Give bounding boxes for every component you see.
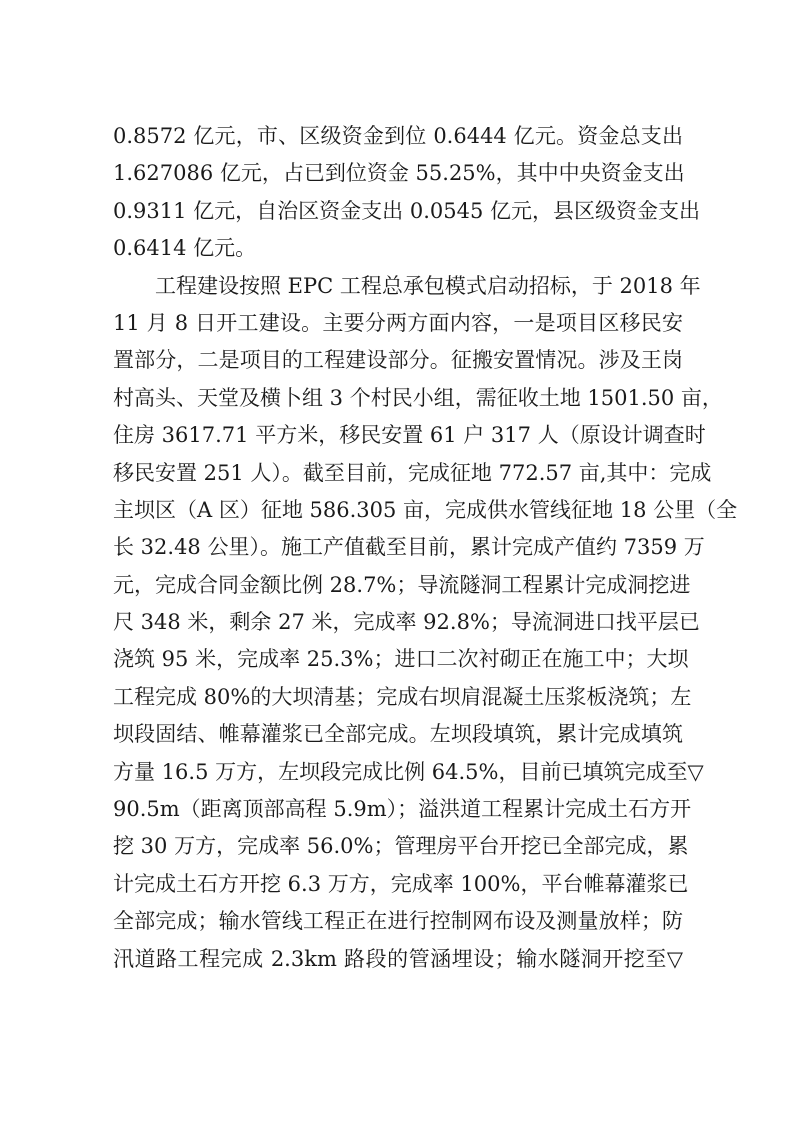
text-line: 工程建设按照 EPC 工程总承包模式启动招标，于 2018 年 xyxy=(155,273,701,298)
text-line: 0.6414 亿元。 xyxy=(113,236,257,261)
paragraph-funding xyxy=(113,118,700,268)
text-line: 浇筑 95 米，完成率 25.3%；进口二次衬砌正在施工中；大坝 xyxy=(113,647,689,672)
text-line: 汛道路工程完成 2.3km 路段的管涵埋设；输水隧洞开挖至▽ xyxy=(113,946,683,971)
text-line: 挖 30 万方，完成率 56.0%；管理房平台开挖已全部完成，累 xyxy=(113,834,689,859)
text-line: 坝段固结、帷幕灌浆已全部完成。左坝段填筑，累计完成填筑 xyxy=(113,722,683,747)
text-line: 村高头、天堂及横卜组 3 个村民小组，需征收土地 1501.50 亩， xyxy=(113,385,723,410)
text-line: 全部完成；输水管线工程正在进行控制网布设及测量放样；防 xyxy=(113,909,683,934)
text-line: 元，完成合同金额比例 28.7%；导流隧洞工程累计完成洞挖进 xyxy=(113,572,691,597)
paragraph-construction xyxy=(113,268,738,978)
text-line: 主坝区（A 区）征地 586.305 亩，完成供水管线征地 18 公里（全 xyxy=(113,497,738,522)
text-line: 住房 3617.71 平方米，移民安置 61 户 317 人（原设计调查时 xyxy=(113,423,706,448)
text-line: 移民安置 251 人）。截至目前，完成征地 772.57 亩,其中：完成 xyxy=(113,460,712,485)
text-line: 方量 16.5 万方，左坝段完成比例 64.5%，目前已填筑完成至▽ xyxy=(113,759,704,784)
text-line: 计完成土石方开挖 6.3 万方，完成率 100%，平台帷幕灌浆已 xyxy=(113,871,689,896)
document-page xyxy=(113,118,738,978)
text-line: 11 月 8 日开工建设。主要分两方面内容，一是项目区移民安 xyxy=(113,310,683,335)
text-line: 工程完成 80%的大坝清基；完成右坝肩混凝土压浆板浇筑；左 xyxy=(113,684,692,709)
text-line: 置部分，二是项目的工程建设部分。征搬安置情况。涉及王岗 xyxy=(113,348,683,373)
text-line: 尺 348 米，剩余 27 米，完成率 92.8%；导流洞进口找平层已 xyxy=(113,610,700,635)
text-line: 0.8572 亿元，市、区级资金到位 0.6444 亿元。资金总支出 xyxy=(113,124,683,148)
text-line: 90.5m（距离顶部高程 5.9m）；溢洪道工程累计完成土石方开 xyxy=(113,797,692,822)
text-line: 长 32.48 公里）。施工产值截至目前，累计完成产值约 7359 万 xyxy=(113,535,705,560)
text-line: 1.627086 亿元，占已到位资金 55.25%，其中中央资金支出 xyxy=(113,161,685,186)
text-line: 0.9311 亿元，自治区资金支出 0.0545 亿元，县区级资金支出 xyxy=(113,198,700,223)
